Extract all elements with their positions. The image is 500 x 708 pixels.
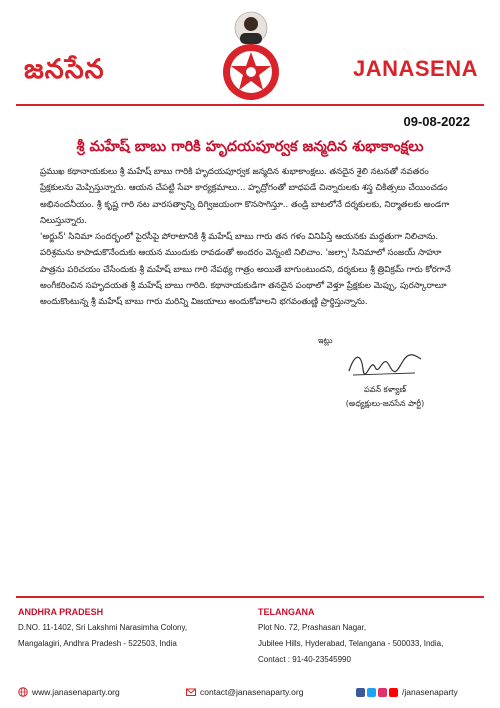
footer-ap-title: ANDHRA PRADESH — [18, 607, 104, 617]
footer-ap-line: Mangalagiri, Andhra Pradesh - 522503, India — [18, 639, 177, 648]
letter-body — [40, 164, 460, 311]
social-handle[interactable]: /janasenaparty — [402, 687, 458, 697]
body-paragraph: 'అర్జున్' సినిమా సందర్భంలో పైరసీపై పోరాటానికి శ్రీ మహేష్ బాబు గారు తన గళం వినిపిస్తే ఆయనకు మద్దతుగా నిలిచాను. పరిశ్రమను కాపాడుకొనేందుకు ఆయన ముందుకు రావడంతో అందరం వెన్నంటి నిలిచాం. 'జల్సా' సినిమాలో సంజయ్ సాహూ పాత్రను పరిచయం చేసేందుకు శ్రీ మహేష్ బాబు గారి నేపథ్య గాత్రం అయితే బాగుంటుందని, దర్శకులు శ్రీ త్రివిక్రమ్ గారు కోరగానే అంగీకరించిన సహృదయత శ్రీ మహేష్ బాబు గారిది. కథానాయకుడిగా తనదైన పంథాలో వెళ్తూ ప్రేక్షకుల మెప్పు, పురస్కారాలూ అందుకొంటున్న శ్రీ మహేష్ బాబు గారు మరిన్ని విజయాలు అందుకోవాలని భగవంతుణ్ణి ప్రార్థిస్తున్నాను. — [40, 232, 451, 308]
signer-role: (అధ్యక్షులు-జనసేన పార్టీ) — [345, 399, 425, 408]
footer-website[interactable] — [18, 687, 120, 697]
twitter-icon[interactable] — [367, 688, 376, 697]
signature-block — [300, 336, 470, 410]
handwritten-signature — [345, 347, 425, 381]
facebook-icon[interactable] — [356, 688, 365, 697]
mail-icon — [186, 687, 196, 697]
footer-social[interactable] — [356, 687, 458, 697]
letterhead — [0, 0, 500, 105]
footer-email[interactable] — [186, 687, 303, 697]
website-link[interactable]: www.janasenaparty.org — [32, 687, 120, 697]
email-link[interactable]: contact@janasenaparty.org — [200, 687, 304, 697]
footer-address-tg — [258, 604, 443, 668]
letter-headline: శ్రీ మహేష్ బాబు గారికి హృదయపూర్వక జన్మదిన శుభాకాంక్షలు — [76, 138, 424, 155]
instagram-icon[interactable] — [378, 688, 387, 697]
header-divider — [16, 104, 484, 106]
brand-english: JANASENA — [352, 56, 478, 81]
youtube-icon[interactable] — [389, 688, 398, 697]
footer-tg-title: TELANGANA — [258, 607, 315, 617]
globe-icon — [18, 687, 28, 697]
footer-tg-line: Plot No. 72, Prashasan Nagar, — [258, 623, 367, 632]
party-emblem-logo — [205, 6, 297, 104]
brand-telugu: జనసేన — [24, 54, 105, 85]
footer-ap-line: D.NO. 11-1402, Sri Lakshmi Narasimha Colony, — [18, 623, 188, 632]
footer-tg-line: Jubilee Hills, Hyderabad, Telangana - 500033, India, — [258, 639, 444, 648]
letter-date: 09-08-2022 — [403, 114, 470, 129]
closing-text: ఇట్లు — [318, 336, 333, 345]
signer-name: పవన్ కళ్యాణ్ — [364, 385, 406, 394]
footer-divider — [16, 596, 484, 598]
footer-address-ap — [18, 604, 187, 652]
footer-tg-line: Contact : 91-40-23545990 — [258, 655, 351, 664]
body-paragraph: ప్రముఖ కథానాయకులు శ్రీ మహేష్ బాబు గారికి హృదయపూర్వక జన్మదిన శుభాకాంక్షలు. తనదైన శైలి నటనతో నవతరం ప్రేక్షకులను మెప్పిస్తున్నారు. ఆయన చేపట్టి సేవా కార్యక్రమాలు... హృద్రోగంతో బాధపడే చిన్నారులకు శస్త్ర చికిత్సలు చేయించడం అభినందనీయం. శ్రీ కృష్ణ గారి నట వారసత్వాన్ని దిగ్విజయంగా కొనసాగిస్తూ.. తండ్రి బాటలోనే దర్శకులకు, నిర్మాతలకు అండగా నిలుస్తున్నారు. — [40, 167, 450, 226]
